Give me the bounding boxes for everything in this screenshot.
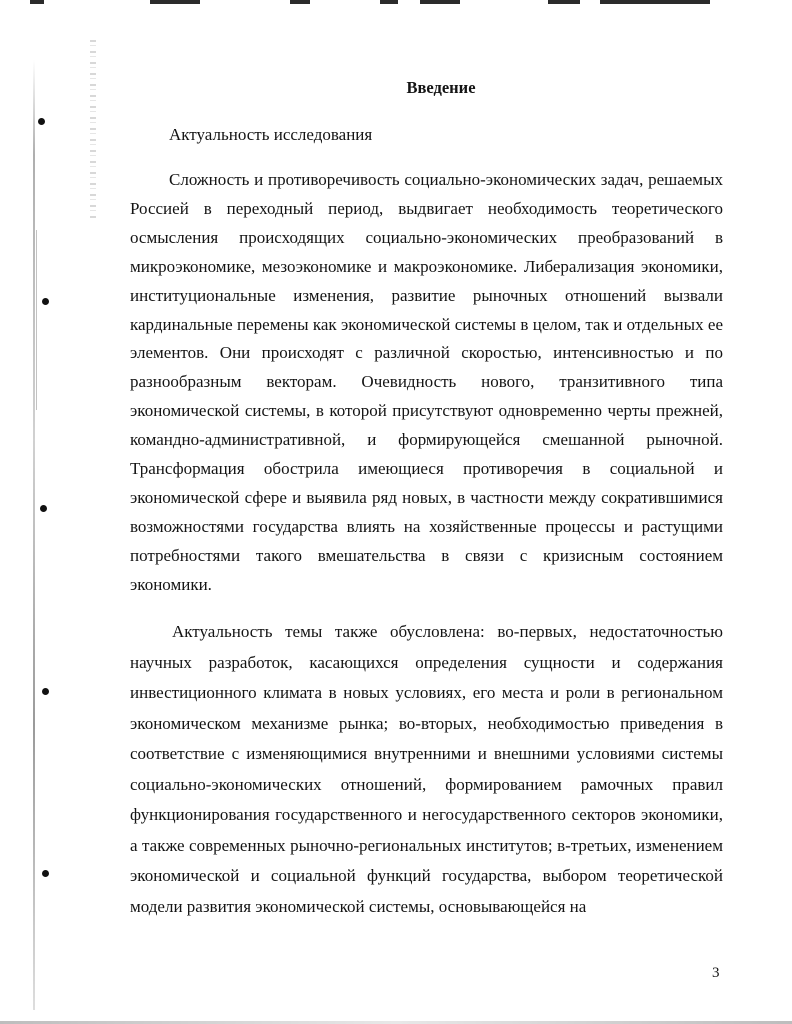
- binding-hole-mark: [42, 298, 49, 305]
- page-title: Введение: [406, 78, 476, 97]
- scan-binding-edge-inner: [36, 230, 37, 410]
- page-number: 3: [712, 965, 720, 981]
- body-paragraph: Сложность и противоречивость социально-экономических задач, решаемых Россией в переходный период, выдвигает необходимость теоретического осмысления происходящих социально-экономических преобразований в микроэкономике, мезоэкономике и макроэкономике. Либерализация экономики, институциональные изменения, развитие рыночных отношений вызвали кардинальные перемены как экономической системы в целом, так и отдельных ее элементов. Они происходят с различной скоростью, интенсивностью и по разнообразным векторам. Очевидность нового, транзитивного типа экономической системы, в которой присутствуют одновременно черты прежней, командно-административной, и формирующейся смешанной рыночной. Трансформация обострила имеющиеся противоречия в социальной и экономической сфере и выявила ряд новых, в частности между сократившимися возможностями государства влиять на хозяйственные процессы и растущими потребностями такого вмешательства в связи с кризисным состоянием экономики.: [130, 170, 723, 594]
- scan-top-edge: [0, 0, 792, 10]
- section-subheading: Актуальность исследования: [169, 125, 373, 144]
- scan-binding-edge: [33, 60, 35, 1010]
- binding-hole-mark: [38, 118, 45, 125]
- binding-hole-mark: [42, 688, 49, 695]
- scan-noise: [90, 40, 96, 220]
- binding-hole-mark: [42, 870, 49, 877]
- binding-hole-mark: [40, 505, 47, 512]
- body-paragraph: Актуальность темы также обусловлена: во-первых, недостаточностью научных разработок, касающихся определения сущности и содержания инвестиционного климата в новых условиях, его места и роли в региональном экономическом механизме рынка; во-вторых, необходимостью приведения в соответствие с изменяющимися внутренними и внешними условиями системы социально-экономических отношений, формированием рамочных правил функционирования государственного и негосударственного секторов экономики, а также современных рыночно-региональных институтов; в-третьих, изменением экономической и социальной функций государства, выбором теоретической модели развития экономической системы, основывающейся на: [130, 622, 723, 916]
